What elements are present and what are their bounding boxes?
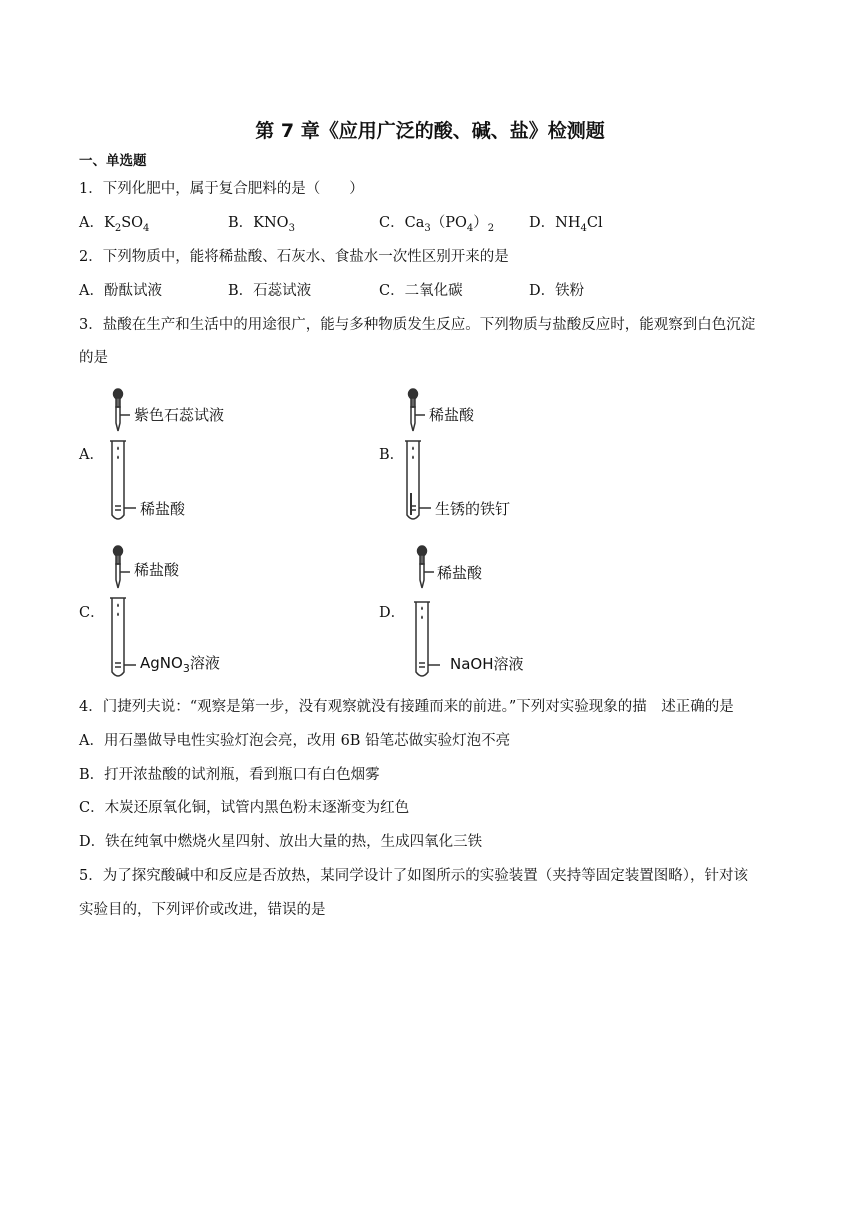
question-1-option-a: A．$K_2SO_4$ xyxy=(79,215,150,234)
tube-label-c: AgNO$_3$溶液 xyxy=(140,654,220,675)
question-4-option-c: C．木炭还原氧化铜，试管内黑色粉末逐渐变为红色 xyxy=(79,800,410,816)
question-3-option-a-letter: A． xyxy=(79,447,104,463)
test-tube-figure-a xyxy=(104,385,264,525)
question-3-option-d-letter: D． xyxy=(379,605,406,621)
tube-label-a: 稀盐酸 xyxy=(140,500,186,518)
question-3-option-c-letter: C． xyxy=(79,605,105,621)
question-4-option-d: D．铁在纯氧中燃烧火星四射、放出大量的热，生成四氧化三铁 xyxy=(79,834,483,850)
test-tube-figure-c xyxy=(104,542,264,682)
question-1-option-d: D．$NH_4Cl$ xyxy=(529,215,603,234)
question-2-option-b: B．石蕊试液 xyxy=(228,283,312,299)
test-tube-figure-d xyxy=(402,542,562,682)
question-2-option-a: A．酚酞试液 xyxy=(79,283,162,299)
dropper-label-c: 稀盐酸 xyxy=(134,561,180,579)
question-4-option-b: B．打开浓盐酸的试剂瓶，看到瓶口有白色烟雾 xyxy=(79,767,380,783)
page-title: 第 7 章《应用广泛的酸、碱、盐》检测题 xyxy=(255,120,605,142)
question-2-stem: 2．下列物质中，能将稀盐酸、石灰水、食盐水一次性区别开来的是 xyxy=(79,249,509,265)
question-1-stem: 1．下列化肥中，属于复合肥料的是（ ） xyxy=(79,181,364,197)
question-4-stem: 4．门捷列夫说：“观察是第一步，没有观察就没有接踵而来的前进。”下列对实验现象的描 述正确的是 xyxy=(79,699,734,715)
question-5-stem-line2: 实验目的，下列评价或改进，错误的是 xyxy=(79,902,326,918)
question-1-option-b: B．$KNO_3$ xyxy=(228,215,295,234)
tube-label-d: NaOH溶液 xyxy=(450,655,524,673)
question-3-stem-line2: 的是 xyxy=(79,350,108,366)
test-tube-figure-b xyxy=(399,385,559,525)
question-3-option-b-letter: B． xyxy=(379,447,405,463)
question-5-stem-line1: 5．为了探究酸碱中和反应是否放热，某同学设计了如图所示的实验装置（夹持等固定装置图略），针对该 xyxy=(79,868,748,884)
tube-label-b: 生锈的铁钉 xyxy=(435,500,511,518)
question-1-option-c: C．$Ca_3(PO_4)_2$ xyxy=(379,215,495,234)
dropper-label-a: 紫色石蕊试液 xyxy=(134,406,225,424)
dropper-label-d: 稀盐酸 xyxy=(437,564,483,582)
question-3-stem-line1: 3．盐酸在生产和生活中的用途很广，能与多种物质发生反应。下列物质与盐酸反应时，能观察到白色沉淀 xyxy=(79,317,756,333)
section-heading: 一、单选题 xyxy=(79,153,147,169)
question-4-option-a: A．用石墨做导电性实验灯泡会亮，改用 6B 铅笔芯做实验灯泡不亮 xyxy=(79,733,511,749)
question-2-option-d: D．铁粉 xyxy=(529,283,585,299)
dropper-label-b: 稀盐酸 xyxy=(429,406,475,424)
question-2-option-c: C．二氧化碳 xyxy=(379,283,463,299)
